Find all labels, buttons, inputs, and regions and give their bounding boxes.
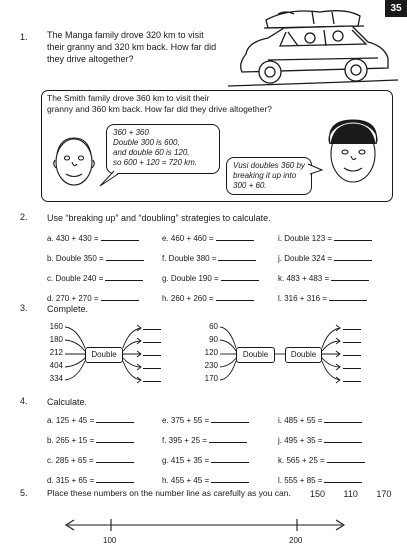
exercise-label: k. 483 + 483 = <box>278 274 330 283</box>
input-number: 60 <box>209 322 218 331</box>
exercise-item <box>47 455 134 475</box>
answer-blank[interactable] <box>96 475 134 483</box>
exercise-label: d. 315 + 65 = <box>47 476 95 485</box>
exercise-item <box>278 455 365 475</box>
exercise-label: c. Double 240 = <box>47 274 104 283</box>
q5-instruction: Place these numbers on the number line as carefully as you can. <box>47 488 291 498</box>
input-number: 120 <box>204 348 218 357</box>
output-blank[interactable] <box>143 329 161 330</box>
right-output-blanks <box>343 329 361 382</box>
input-number: 404 <box>49 361 63 370</box>
boy-face-illustration <box>48 132 100 194</box>
q2-column-i <box>278 233 372 313</box>
answer-blank[interactable] <box>211 475 249 483</box>
number-to-place: 110 <box>343 489 358 499</box>
left-input-list <box>27 322 63 387</box>
q3-instruction: Complete. <box>47 304 89 314</box>
q1-text <box>47 29 247 65</box>
q1-text-line: The Manga family drove 320 km to visit <box>47 30 204 40</box>
exercise-item <box>47 273 144 293</box>
input-number: 334 <box>49 374 63 383</box>
answer-blank[interactable] <box>211 455 249 463</box>
input-number: 180 <box>49 335 63 344</box>
q5-number: 5. <box>20 488 28 498</box>
q5-numbers <box>310 488 391 500</box>
q4-instruction: Calculate. <box>47 397 88 407</box>
exercise-label: k. 565 + 25 = <box>278 456 325 465</box>
answer-blank[interactable] <box>101 293 139 301</box>
exercise-item <box>162 273 259 293</box>
exercise-label: l. 316 + 316 = <box>278 294 327 303</box>
exercise-label: g. Double 190 = <box>162 274 219 283</box>
answer-blank[interactable] <box>324 435 362 443</box>
exercise-item <box>162 253 259 273</box>
input-number: 90 <box>209 335 218 344</box>
number-to-place: 150 <box>310 489 326 499</box>
exercise-label: h. 455 + 45 = <box>162 476 210 485</box>
exercise-label: e. 460 + 460 = <box>162 234 214 243</box>
exercise-label: i. Double 123 = <box>278 234 333 243</box>
input-number: 160 <box>49 322 63 331</box>
q1-text-line: their granny and 320 km back. How far did <box>47 42 217 52</box>
q3-number: 3. <box>20 303 28 313</box>
bubble-line: breaking it up into <box>233 171 297 180</box>
answer-blank[interactable] <box>106 253 144 261</box>
output-blank[interactable] <box>343 342 361 343</box>
exercise-item <box>47 435 134 455</box>
output-blank[interactable] <box>343 355 361 356</box>
exercise-label: f. Double 380 = <box>162 254 217 263</box>
exercise-label: c. 285 + 65 = <box>47 456 94 465</box>
vusi-speech-bubble <box>226 157 312 195</box>
exercise-item <box>162 455 249 475</box>
answer-blank[interactable] <box>334 253 372 261</box>
output-blank[interactable] <box>343 329 361 330</box>
car-illustration <box>228 2 398 94</box>
q4-number: 4. <box>20 396 28 406</box>
bubble-line: and double 60 is 120, <box>113 148 190 157</box>
exercise-item <box>278 435 365 455</box>
answer-blank[interactable] <box>211 415 249 423</box>
answer-blank[interactable] <box>209 435 247 443</box>
exercise-label: e. 375 + 55 = <box>162 416 210 425</box>
answer-blank[interactable] <box>334 233 372 241</box>
output-blank[interactable] <box>343 381 361 382</box>
exercise-label: f. 395 + 25 = <box>162 436 207 445</box>
exercise-item <box>278 253 372 273</box>
bubble-line: 300 + 60. <box>233 181 267 190</box>
answer-blank[interactable] <box>105 273 143 281</box>
exercise-item <box>278 273 372 293</box>
answer-blank[interactable] <box>96 415 134 423</box>
double-machine-box-2: Double <box>285 347 322 363</box>
q2-instruction: Use “breaking up” and “doubling” strategies to calculate. <box>47 213 271 223</box>
output-blank[interactable] <box>143 342 161 343</box>
exercise-item <box>47 233 144 253</box>
output-blank[interactable] <box>343 368 361 369</box>
q2-column-e <box>162 233 259 313</box>
bubble-line: Double 300 is 600, <box>113 138 180 147</box>
input-number: 170 <box>204 374 218 383</box>
panel-question-line: The Smith family drove 360 km to visit their <box>47 93 210 103</box>
number-line-label: 100 <box>103 536 117 545</box>
answer-blank[interactable] <box>216 293 254 301</box>
exercise-item <box>278 415 365 435</box>
exercise-item <box>162 435 249 455</box>
number-line-label: 200 <box>289 536 303 545</box>
panel-question <box>47 93 347 115</box>
q1-number: 1. <box>20 32 28 42</box>
exercise-label: b. Double 350 = <box>47 254 104 263</box>
answer-blank[interactable] <box>327 455 365 463</box>
exercise-item <box>278 293 372 313</box>
exercise-label: j. 495 + 35 = <box>278 436 323 445</box>
left-output-blanks <box>143 329 161 382</box>
right-input-list <box>182 322 218 387</box>
bubble-tail <box>96 170 120 190</box>
exercise-label: a. 125 + 45 = <box>47 416 95 425</box>
q1-text-line: they drive altogether? <box>47 54 134 64</box>
answer-blank[interactable] <box>96 455 134 463</box>
exercise-label: g. 415 + 35 = <box>162 456 210 465</box>
exercise-item <box>47 253 144 273</box>
panel-question-line: granny and 360 km back. How far did they drive altogether? <box>47 104 272 114</box>
answer-blank[interactable] <box>329 293 367 301</box>
q4-column-i <box>278 415 365 495</box>
q4-column-a <box>47 415 134 495</box>
exercise-item <box>278 233 372 253</box>
exercise-label: i. 485 + 55 = <box>278 416 323 425</box>
exercise-item <box>47 415 134 435</box>
double-machine-box-1: Double <box>236 347 275 363</box>
exercise-label: a. 430 + 430 = <box>47 234 99 243</box>
exercise-label: d. 270 + 270 = <box>47 294 99 303</box>
girl-face-illustration <box>318 114 388 194</box>
answer-blank[interactable] <box>324 475 362 483</box>
output-blank[interactable] <box>143 355 161 356</box>
answer-blank[interactable] <box>216 233 254 241</box>
bubble-line: so 600 + 120 = 720 km. <box>113 158 198 167</box>
working-speech-bubble <box>106 124 220 174</box>
double-machine-box: Double <box>85 347 123 363</box>
bubble-line: Vusi doubles 360 by <box>233 161 305 170</box>
q2-number: 2. <box>20 212 28 222</box>
answer-blank[interactable] <box>96 435 134 443</box>
answer-blank[interactable] <box>331 273 369 281</box>
exercise-item <box>162 293 259 313</box>
answer-blank[interactable] <box>221 273 259 281</box>
page-number: 35 <box>385 0 407 17</box>
q4-column-e <box>162 415 249 495</box>
exercise-item <box>162 415 249 435</box>
output-blank[interactable] <box>143 381 161 382</box>
q2-column-a <box>47 233 144 313</box>
exercise-label: h. 260 + 260 = <box>162 294 214 303</box>
exercise-item <box>162 233 259 253</box>
exercise-label: j. Double 324 = <box>278 254 333 263</box>
input-number: 230 <box>204 361 218 370</box>
output-blank[interactable] <box>143 368 161 369</box>
answer-blank[interactable] <box>324 415 362 423</box>
answer-blank[interactable] <box>101 233 139 241</box>
answer-blank[interactable] <box>218 253 256 261</box>
exercise-label: b. 265 + 15 = <box>47 436 95 445</box>
input-number: 212 <box>49 348 63 357</box>
number-to-place: 170 <box>376 489 392 499</box>
exercise-label: l. 555 + 85 = <box>278 476 323 485</box>
bubble-line: 360 + 360 <box>113 128 149 137</box>
